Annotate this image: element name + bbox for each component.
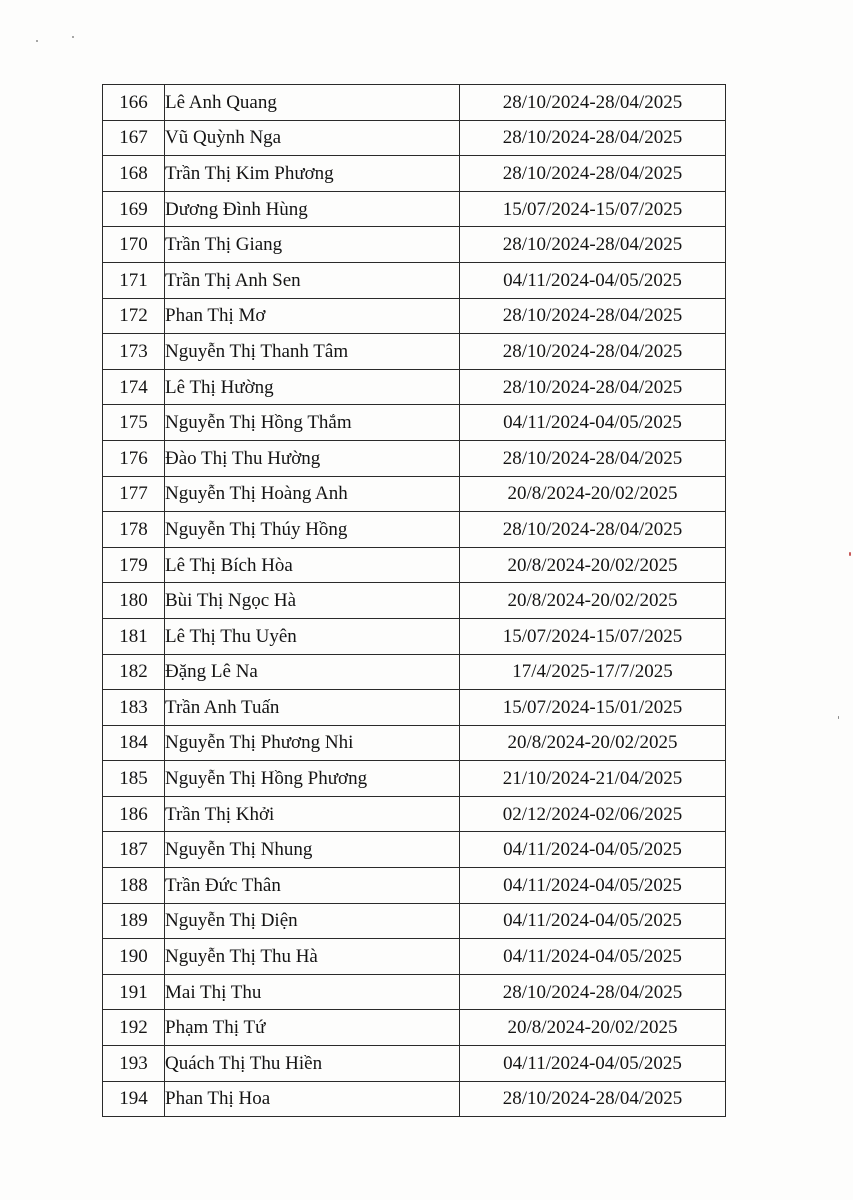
table-row (103, 725, 726, 761)
row-number: 176 (103, 440, 165, 476)
date-period: 04/11/2024-04/05/2025 (460, 903, 726, 939)
scan-speck (72, 36, 74, 38)
person-name: Bùi Thị Ngọc Hà (165, 583, 460, 619)
date-period: 28/10/2024-28/04/2025 (460, 512, 726, 548)
date-period: 28/10/2024-28/04/2025 (460, 227, 726, 263)
row-number: 170 (103, 227, 165, 263)
date-period: 20/8/2024-20/02/2025 (460, 476, 726, 512)
date-period: 04/11/2024-04/05/2025 (460, 832, 726, 868)
table-row (103, 939, 726, 975)
person-name: Mai Thị Thu (165, 974, 460, 1010)
person-name: Nguyễn Thị Hồng Thắm (165, 405, 460, 441)
person-name: Nguyễn Thị Thu Hà (165, 939, 460, 975)
person-name: Nguyễn Thị Thanh Tâm (165, 334, 460, 370)
person-name: Trần Thị Kim Phương (165, 156, 460, 192)
person-name: Phan Thị Mơ (165, 298, 460, 334)
row-number: 175 (103, 405, 165, 441)
row-number: 180 (103, 583, 165, 619)
person-name: Lê Thị Bích Hòa (165, 547, 460, 583)
date-period: 20/8/2024-20/02/2025 (460, 583, 726, 619)
row-number: 169 (103, 191, 165, 227)
date-period: 28/10/2024-28/04/2025 (460, 120, 726, 156)
row-number: 167 (103, 120, 165, 156)
table-row (103, 654, 726, 690)
table-row (103, 903, 726, 939)
person-name: Lê Thị Hường (165, 369, 460, 405)
person-name: Lê Anh Quang (165, 85, 460, 121)
row-number: 171 (103, 262, 165, 298)
date-period: 04/11/2024-04/05/2025 (460, 1046, 726, 1082)
person-name: Nguyễn Thị Hồng Phương (165, 761, 460, 797)
table-row (103, 85, 726, 121)
date-period: 28/10/2024-28/04/2025 (460, 334, 726, 370)
table-row (103, 476, 726, 512)
row-number: 168 (103, 156, 165, 192)
person-name: Quách Thị Thu Hiền (165, 1046, 460, 1082)
table-row (103, 974, 726, 1010)
table-row (103, 868, 726, 904)
table-row (103, 440, 726, 476)
row-number: 179 (103, 547, 165, 583)
row-number: 192 (103, 1010, 165, 1046)
table-row (103, 298, 726, 334)
table-row (103, 1010, 726, 1046)
scan-speck (849, 552, 851, 556)
date-period: 28/10/2024-28/04/2025 (460, 1081, 726, 1117)
person-name: Phạm Thị Tứ (165, 1010, 460, 1046)
row-number: 174 (103, 369, 165, 405)
date-period: 21/10/2024-21/04/2025 (460, 761, 726, 797)
date-period: 15/07/2024-15/07/2025 (460, 618, 726, 654)
date-period: 04/11/2024-04/05/2025 (460, 939, 726, 975)
table-row (103, 156, 726, 192)
date-period: 28/10/2024-28/04/2025 (460, 440, 726, 476)
person-name: Đào Thị Thu Hường (165, 440, 460, 476)
date-period: 28/10/2024-28/04/2025 (460, 156, 726, 192)
table-row (103, 369, 726, 405)
row-number: 191 (103, 974, 165, 1010)
row-number: 188 (103, 868, 165, 904)
row-number: 186 (103, 796, 165, 832)
date-period: 20/8/2024-20/02/2025 (460, 547, 726, 583)
row-number: 172 (103, 298, 165, 334)
table-row (103, 547, 726, 583)
table-row (103, 334, 726, 370)
scan-speck (36, 40, 38, 42)
person-name: Nguyễn Thị Phương Nhi (165, 725, 460, 761)
table-row (103, 832, 726, 868)
row-number: 190 (103, 939, 165, 975)
person-name: Vũ Quỳnh Nga (165, 120, 460, 156)
date-period: 20/8/2024-20/02/2025 (460, 725, 726, 761)
table-row (103, 583, 726, 619)
row-number: 189 (103, 903, 165, 939)
person-name: Nguyễn Thị Hoàng Anh (165, 476, 460, 512)
date-period: 15/07/2024-15/07/2025 (460, 191, 726, 227)
row-number: 173 (103, 334, 165, 370)
person-name: Trần Đức Thân (165, 868, 460, 904)
table-row (103, 227, 726, 263)
person-name: Trần Thị Giang (165, 227, 460, 263)
date-period: 04/11/2024-04/05/2025 (460, 405, 726, 441)
date-period: 28/10/2024-28/04/2025 (460, 369, 726, 405)
person-name: Phan Thị Hoa (165, 1081, 460, 1117)
table-row (103, 690, 726, 726)
row-number: 178 (103, 512, 165, 548)
date-period: 28/10/2024-28/04/2025 (460, 298, 726, 334)
person-name: Dương Đình Hùng (165, 191, 460, 227)
person-name: Nguyễn Thị Diện (165, 903, 460, 939)
table-row (103, 1046, 726, 1082)
row-number: 182 (103, 654, 165, 690)
row-number: 184 (103, 725, 165, 761)
table-row (103, 512, 726, 548)
date-period: 02/12/2024-02/06/2025 (460, 796, 726, 832)
date-period: 20/8/2024-20/02/2025 (460, 1010, 726, 1046)
date-period: 04/11/2024-04/05/2025 (460, 868, 726, 904)
person-name: Trần Anh Tuấn (165, 690, 460, 726)
date-period: 15/07/2024-15/01/2025 (460, 690, 726, 726)
row-number: 181 (103, 618, 165, 654)
table-row (103, 796, 726, 832)
date-period: 17/4/2025-17/7/2025 (460, 654, 726, 690)
date-period: 04/11/2024-04/05/2025 (460, 262, 726, 298)
table-row (103, 405, 726, 441)
row-number: 194 (103, 1081, 165, 1117)
date-period: 28/10/2024-28/04/2025 (460, 974, 726, 1010)
person-name: Trần Thị Anh Sen (165, 262, 460, 298)
table-row (103, 761, 726, 797)
table-row (103, 120, 726, 156)
person-name: Nguyễn Thị Thúy Hồng (165, 512, 460, 548)
row-number: 187 (103, 832, 165, 868)
scan-speck (838, 716, 839, 719)
row-number: 185 (103, 761, 165, 797)
row-number: 183 (103, 690, 165, 726)
date-period: 28/10/2024-28/04/2025 (460, 85, 726, 121)
person-name: Đặng Lê Na (165, 654, 460, 690)
row-number: 177 (103, 476, 165, 512)
person-name: Trần Thị Khởi (165, 796, 460, 832)
person-name: Lê Thị Thu Uyên (165, 618, 460, 654)
roster-table-body (103, 85, 726, 1117)
table-row (103, 618, 726, 654)
table-row (103, 262, 726, 298)
row-number: 193 (103, 1046, 165, 1082)
table-row (103, 1081, 726, 1117)
table-row (103, 191, 726, 227)
person-name: Nguyễn Thị Nhung (165, 832, 460, 868)
roster-table (102, 84, 726, 1117)
row-number: 166 (103, 85, 165, 121)
